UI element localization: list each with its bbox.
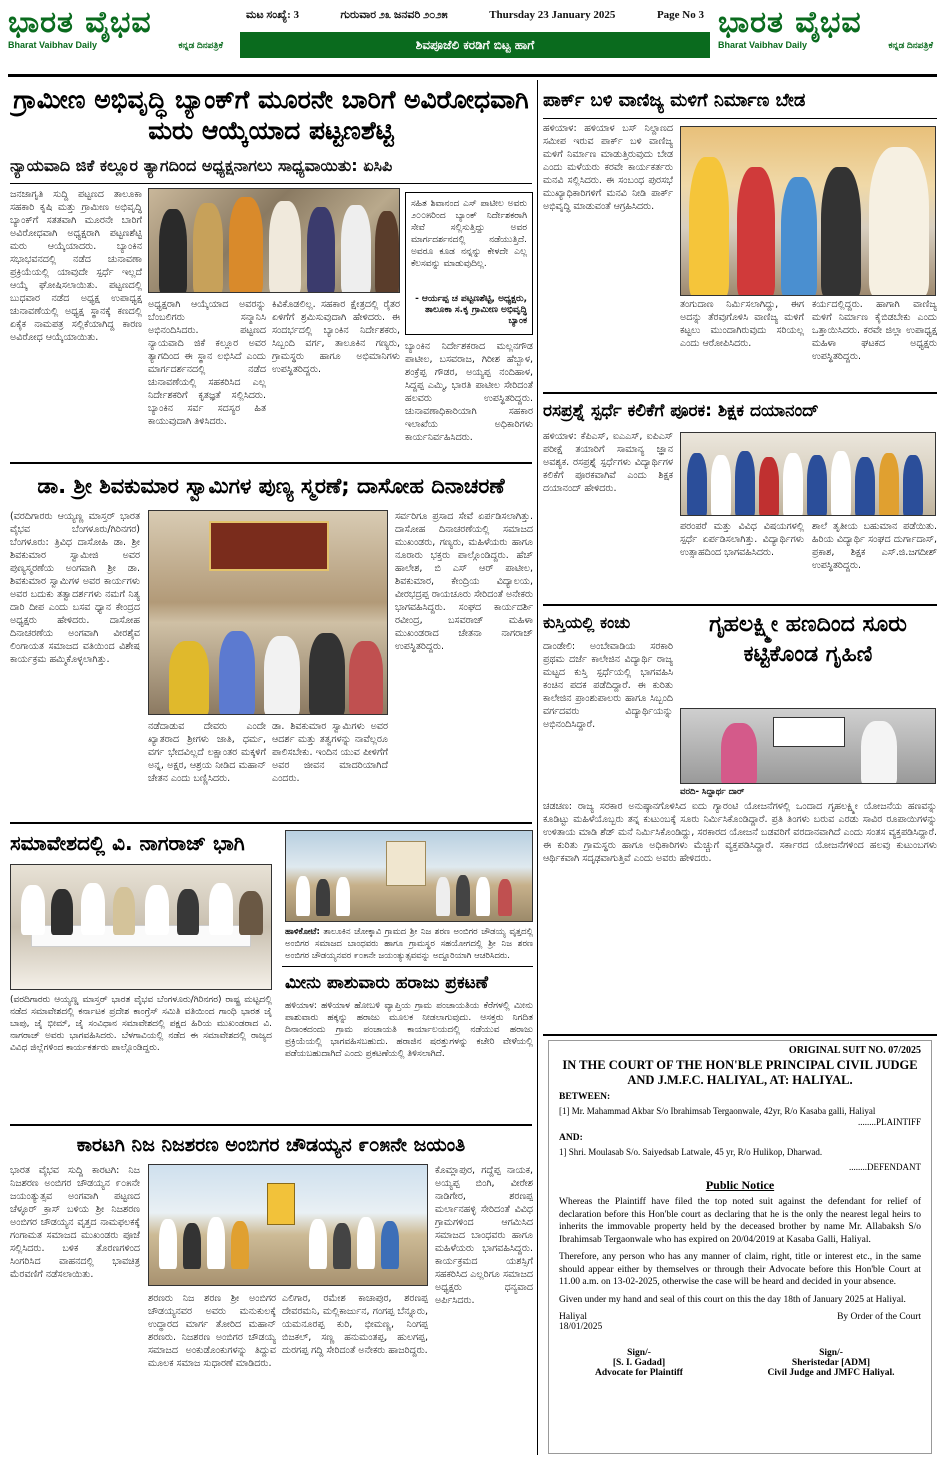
rasaprashne-col3: ಶಾಲೆ ತೃತೀಯ ಬಹುಮಾನ ಪಡೆಯಿತು. ಹಿರಿಯ ವಿದ್ಯಾರ್ಥಿ ಸಂಘದ ದುರ್ಗಾದಾಸ್, ಪ್ರಕಾಶ, ಶಿಕ್ಷಕ ಎಸ್.ಜಿ.ಜಗದೀಶ್ ಉಪಸ್ಥಿತರಿದ್ದರು. [812, 521, 937, 571]
masthead-logo-left [8, 6, 230, 68]
court-order: By Order of the Court [837, 1312, 921, 1322]
park-col1: ಹಳಿಯಾಳ: ಹಳಿಯಾಳ ಬಸ್ ನಿಲ್ದಾಣದ ಸಮೀಪ ಇರುವ ಪಾರ್ಕ್ ಬಳಿ ವಾಣಿಜ್ಯ ಮಳಿಗೆ ನಿರ್ಮಾಣ ಮಾಡುತ್ತಿರುವುದು ಬೇಡ ಎಂದು ಮಳೆಯರು ಕರವೇ ಕಾರ್ಯಕರ್ತರು ಮನವಿ ಸಲ್ಲಿಸಿದರು. ಈ ಸಂಬಂಧ ಪುರಸಭೆ ಮುಖ್ಯಾಧಿಕಾರಿಗಳಿಗೆ ಮನವಿ ನೀಡಿ ಪಾರ್ಕ್ ಅಭಿವೃದ್ಧಿ ಮಾಡುವಂತೆ ಆಗ್ರಹಿಸಿದರು. [543, 123, 673, 212]
court-sign1-name: [S. I. Gadad] [612, 1358, 666, 1368]
lead-quote-by: - ಆರ್ಯಪ್ಪ ಚ ಪಟ್ಟಣಶೆಟ್ಟಿ, ಅಧ್ಯಕ್ಷರು, ತಾಲೂಕಾ ಸ.ಕೃ ಗ್ರಾಮೀಣ ಅಭಿವೃದ್ಧಿ ಬ್ಯಾಂಕ [415, 294, 527, 326]
gruhalakshmi-headline: ಗೃಹಲಕ್ಷ್ಮೀ ಹಣದಿಂದ ಸೂರು ಕಟ್ಟಿಕೊಂಡ ಗೃಹಿಣಿ [709, 612, 907, 667]
masthead-subtitle-en-right: Bharat Vaibhav Daily [718, 40, 808, 50]
lead-headline: ಗ್ರಾಮೀಣ ಅಭಿವೃದ್ಧಿ ಬ್ಯಾಂಕ್‌ಗೆ ಮೂರನೇ ಬಾರಿಗೆ ಅವಿರೋಧವಾಗಿ ಮರು ಆಯ್ಕೆಯಾದ ಪಟ್ಟಣಶೆಟ್ಟಿ [13, 85, 529, 145]
rasaprashne-col1: ಹಳಿಯಾಳ: ಕೆಪಿಎಸ್, ಐಎಎಸ್, ಐಪಿಎಸ್ ಪರೀಕ್ಷೆ ತಯಾರಿಗೆ ಸಾಮಾನ್ಯ ಜ್ಞಾನ ಅವಶ್ಯಕ. ರಸಪ್ರಶ್ನೆ ಸ್ಪರ್ಧೆಗಳು ವಿದ್ಯಾರ್ಥಿಗಳ ಕಲಿಕೆಗೆ ಪೂರಕವಾಗಿವೆ ಎಂದು ಶಿಕ್ಷಕ ದಯಾನಂದ್ ಹೇಳಿದರು. [543, 431, 673, 494]
divider [10, 183, 532, 184]
village-caption [285, 926, 533, 964]
column-divider [537, 80, 538, 1455]
court-place: Haliyal [559, 1312, 587, 1322]
lead-col2: ಅಧ್ಯಕ್ಷರಾಗಿ ಆಯ್ಕೆಯಾದ ಅವರನ್ನು ಬೆಂಬಲಿಗರು ಸನ್ಮಾನಿಸಿ ಅಭಿನಂದಿಸಿದರು. ಪಟ್ಟಣದ ನ್ಯಾಯವಾದಿ ಜಿಕೆ ಕಲ್ಲೂರ ಅವರ ತ್ಯಾಗದಿಂದ ಈ ಸ್ಥಾನ ಲಭಿಸಿದೆ ಎಂದು ಮಾರ್ಗದರ್ಶನದಲ್ಲಿ ನಡೆದ ಚುನಾವಣೆಯಲ್ಲಿ ಸಹಕರಿಸಿದ ಎಲ್ಲ ನಿರ್ದೇಶಕರಿಗೆ ಕೃತಜ್ಞತೆ ಸಲ್ಲಿಸಿದರು. ಬ್ಯಾಂಕಿನ ಸರ್ವ ಸದಸ್ಯರ ಹಿತ ಕಾಯುವುದಾಗಿ ತಿಳಿಸಿದರು. [148, 299, 266, 427]
gruhalakshmi-caption: ವರದಿ- ಸಿದ್ದಾರ್ಥ ದಾರ್ [680, 787, 745, 797]
court-plaintiff: [1] Mr. Mahammad Akbar S/o Ibrahimsab Tergaonwale, 42yr, R/o Kasaba galli, Haliyal [559, 1106, 876, 1116]
lead-quote-box [405, 192, 533, 335]
rasaprashne-col2: ಪರಂಪರೆ ಮತ್ತು ವಿವಿಧ ವಿಷಯಗಳಲ್ಲಿ ಸ್ಪರ್ಧೆ ಏರ್ಪಡಿಸಲಾಗಿತ್ತು. ವಿದ್ಯಾರ್ಥಿಗಳು ಉತ್ಸಾಹದಿಂದ ಭಾಗವಹಿಸಿದರು. [680, 521, 804, 558]
court-para1: Whereas the Plaintiff have filed the top noted suit against the defendant for relief of declaration before this Hon'ble court as declaring that he is the only the nearest legal heirs to inherits the immovable property held by the deceased brother by name Mr. Allabaksh S/o Ibrahimsab Tergaonwale who has expired on 20/04/2019 at Kasaba Galli, Haliyal. [559, 1197, 921, 1245]
rasaprashne-photo [680, 432, 936, 516]
swamiji-col1: (ವರದಿಗಾರರು ಆಯ್ಯಣ್ಣ ಮಾಸ್ತರ್ ಭಾರತ ವೈಭವ ಬೆಂಗಳೂರು/ಗಿರಿನಗರ) ಬೆಂಗಳೂರು: ತ್ರಿವಿಧ ದಾಸೋಹಿ ಡಾ. ಶ್ರೀ ಶಿವಕುಮಾರ ಸ್ವಾಮೀಜಿ ಅವರ ಪುಣ್ಯಸ್ಮರಣೆಯ ಅಂಗವಾಗಿ ಶ್ರೀ ಡಾ. ಶಿವಕುಮಾರ ಸ್ವಾಮಿಗಳ ಅವರ ಕಾರ್ಯಗಳು ಅವರ ಬದುಕು ತತ್ವಾದರ್ಶಗಳು ನಮಗೆ ನಿತ್ಯ ದಾರಿ ದೀಪ ಎಂದು ಬಸವ ಧ್ಯಾನ ಕೇಂದ್ರದ ಅಧ್ಯಕ್ಷರು ಹೇಳಿದರು. ದಾಸೋಹ ದಿನಾಚರಣೆಯ ಅಂಗವಾಗಿ ವೀರಶೈವ ಲಿಂಗಾಯತ ಸಮಾಜದ ವತಿಯಿಂದ ವಿಶೇಷ ಕಾರ್ಯಕ್ರಮ ಹಮ್ಮಿಕೊಳ್ಳಲಾಗಿತ್ತು. [10, 511, 140, 665]
divider [10, 822, 532, 824]
divider [543, 1034, 937, 1036]
page-number: Page No 3 [656, 9, 704, 21]
park-col3: ಕರ್ಯದಲ್ಲಿದ್ದರು. ಹಾಗಾಗಿ ವಾಣಿಜ್ಯ ಮಳಿಗೆ ನಿರ್ಮಾಣ ಕೈಬಿಡಬೇಕು ಎಂದು ಒತ್ತಾಯಿಸಿದರು. ಕರವೇ ಜಿಲ್ಲಾ ಉಪಾಧ್ಯಕ್ಷ ಮಹಿಳಾ ಘಟಕದ ಅಧ್ಯಕ್ಷರು ಉಪಸ್ಥಿತರಿದ್ದರು. [812, 299, 937, 362]
kanchu-body: ದಾಂಡೇಲಿ: ಅಂಬೇವಾಡಿಯ ಸರಕಾರಿ ಪ್ರಥಮ ದರ್ಜೆ ಕಾಲೇಜಿನ ವಿದ್ಯಾರ್ಥಿ ರಾಜ್ಯ ಮಟ್ಟದ ಕುಸ್ತಿ ಸ್ಪರ್ಧೆಯಲ್ಲಿ ಭಾಗವಹಿಸಿ ಕಂಚಿನ ಪದಕ ಪಡೆದಿದ್ದಾರೆ. ಈ ಕುರಿತು ಕಾಲೇಜಿನ ಪ್ರಾಂಶುಪಾಲರು ಹಾಗೂ ಸಿಬ್ಬಂದಿ ವರ್ಗದವರು ವಿದ್ಯಾರ್ಥಿಯನ್ನು ಅಭಿನಂದಿಸಿದ್ದಾರೆ. [543, 641, 673, 730]
ambigar-photo [148, 1164, 428, 1286]
lead-col4: ಬ್ಯಾಂಕಿನ ನಿರ್ದೇಶಕರಾದ ಮಲ್ಲನಗೌಡ ಪಾಟೀಲ, ಬಸವರಾಜ, ಗಿರೀಶ ಹೆಬ್ಬಾಳ, ಶಂಕ್ರೆಪ್ಪ ಗೌಡರ, ಅಯ್ಯಪ್ಪ ನಂದಿಹಾಳ, ಸಿದ್ದಪ್ಪ ಎಮ್ಮಿ, ಭಾರತಿ ಪಾಟೀಲ ಸೇರಿದಂತೆ ಹಲವರು ಉಪಸ್ಥಿತರಿದ್ದರು. ಚುನಾವಣಾಧಿಕಾರಿಯಾಗಿ ಸಹಕಾರ ಇಲಾಖೆಯ ಅಧಿಕಾರಿಗಳು ಕಾರ್ಯನಿರ್ವಹಿಸಿದರು. [405, 341, 533, 443]
village-photo [285, 830, 533, 922]
court-title: IN THE COURT OF THE HON'BLE PRINCIPAL CIVIL JUDGE AND J.M.F.C. HALIYAL, AT: HALIYAL. [562, 1058, 918, 1087]
masthead-subtitle-kn-left: ಕನ್ನಡ ದಿನಪತ್ರಿಕೆ [178, 40, 223, 50]
masthead [8, 6, 937, 70]
ambigar-col3: ಎಲಿಗಾರ, ರಮೇಶ ಕಾಚಾಪುರ, ಶರಣಪ್ಪ ದೇವರಮನಿ, ಮಲ್ಲಿಕಾರ್ಜುನ, ಗಂಗಪ್ಪ ಬೆನ್ನೂರು, ಯಮನೂರಪ್ಪ ಕುರಿ, ಭೀಮಣ್ಣ, ನಿಂಗಪ್ಪ ಬಿಜಕಲ್, ಸಣ್ಣ ಹನುಮಂತಪ್ಪ, ಹುಲಗಪ್ಪ, ದುರಗಪ್ಪ ಗದ್ದಿ ಸೇರಿದಂತೆ ಅನೇಕರು ಹಾಜರಿದ್ದರು. [282, 1293, 428, 1356]
ambigar-col4: ಕೊಮ್ಲಾಪುರ, ಗದ್ದೆಪ್ಪ ನಾಯಕ, ಅಯ್ಯಪ್ಪ ಬಿಂಗಿ, ವೀರೇಶ ನಾಡಿಗೇರ, ಶರಣಪ್ಪ ಮರ್ಲಾನಹಳ್ಳಿ ಸೇರಿದಂತೆ ವಿವಿಧ ಗ್ರಾಮಗಳಿಂದ ಆಗಮಿಸಿದ ಸಮಾಜದ ಬಾಂಧವರು ಹಾಗೂ ಮಹಿಳೆಯರು ಭಾಗವಹಿಸಿದ್ದರು. ಕಾರ್ಯಕ್ರಮದ ಯಶಸ್ಸಿಗೆ ಸಹಕರಿಸಿದ ಎಲ್ಲರಿಗೂ ಸಮಾಜದ ಅಧ್ಯಕ್ಷರು ಧನ್ಯವಾದ ಅರ್ಪಿಸಿದರು. [435, 1165, 533, 1306]
lead-col3: ಕಿವಿಕೊಡಲಿಲ್ಲ. ಸಹಕಾರ ಕ್ಷೇತ್ರದಲ್ಲಿ ರೈತರ ಏಳಿಗೆಗೆ ಶ್ರಮಿಸುವುದಾಗಿ ಹೇಳಿದರು. ಈ ಸಂದರ್ಭದಲ್ಲಿ ಬ್ಯಾಂಕಿನ ನಿರ್ದೇಶಕರು, ಸಿಬ್ಬಂದಿ ವರ್ಗ, ತಾಲೂಕಿನ ಗಣ್ಯರು, ಗ್ರಾಮಸ್ಥರು ಹಾಗೂ ಅಭಿಮಾನಿಗಳು ಉಪಸ್ಥಿತರಿದ್ದರು. [272, 299, 400, 375]
gruhalakshmi-body: ಚಡಚಣ: ರಾಜ್ಯ ಸರಕಾರ ಅನುಷ್ಠಾನಗೊಳಿಸಿದ ಐದು ಗ್ಯಾರಂಟಿ ಯೋಜನೆಗಳಲ್ಲಿ ಒಂದಾದ ಗೃಹಲಕ್ಷ್ಮೀ ಯೋಜನೆಯ ಹಣವನ್ನು ಕೂಡಿಟ್ಟು ಮಹಿಳೆಯೊಬ್ಬರು ತನ್ನ ಕುಟುಂಬಕ್ಕೆ ಸೂರು ನಿರ್ಮಿಸಿಕೊಂಡಿದ್ದಾರೆ. ಪ್ರತಿ ತಿಂಗಳು ಬರುವ ಎರಡು ಸಾವಿರ ರೂಪಾಯಿಗಳನ್ನು ಉಳಿತಾಯ ಮಾಡಿ ಶೆಡ್ ಮನೆ ನಿರ್ಮಿಸಿಕೊಂಡಿದ್ದು, ಸರಕಾರದ ಯೋಜನೆ ಬಡವರಿಗೆ ವರದಾನವಾಗಿದೆ ಎಂದು ಸಂತಸ ವ್ಯಕ್ತಪಡಿಸಿದ್ದಾರೆ. ಈ ಕುರಿತು ಗ್ರಾಮಸ್ಥರು ಹಾಗೂ ಅಧಿಕಾರಿಗಳು ಮೆಚ್ಚುಗೆ ವ್ಯಕ್ತಪಡಿಸಿದ್ದಾರೆ. ಸರ್ಕಾರದ ಯೋಜನೆಗಳಿಂದ ಹಲವು ಕುಟುಂಬಗಳು ಆರ್ಥಿಕವಾಗಿ ಸದೃಢವಾಗುತ್ತಿವೆ ಎಂದು ಅವರು ಹೇಳಿದರು. [543, 801, 937, 864]
ambigar-headline: ಕಾರಟಗಿ ನಿಜ ನಿಜಶರಣ ಅಂಬಿಗರ ಚೌಡಯ್ಯನ ೯೦೫ನೇ ಜಯಂತಿ [76, 1134, 466, 1156]
court-defendant: 1] Shri. Moulasab S/o. Saiyedsab Latwale, 45 yr, R/o Hulikop, Dharwad. [559, 1147, 823, 1157]
ambigar-col2: ಶರಣರು ನಿಜ ಶರಣ ಶ್ರೀ ಅಂಬಿಗರ ಚೌಡಯ್ಯನವರ ಅವರು ಮನುಕುಲಕ್ಕೆ ಉದ್ಧಾರದ ಮಾರ್ಗ ತೋರಿದ ಮಹಾನ್ ಶರಣರು. ನಿಜಶರಣ ಅಂಬಿಗರ ಚೌಡಯ್ಯ ಸಮಾಜದ ಅಂಕುಡೊಂಕುಗಳನ್ನು ತಿದ್ದುವ ಮೂಲಕ ಸಮಾಜ ಸುಧಾರಣೆ ಮಾಡಿದರು. [148, 1293, 276, 1369]
court-sign2-name: Sheristedar [ADM] [791, 1358, 871, 1368]
swamiji-col2: ನಡೆದಾಡುವ ದೇವರು ಎಂದೇ ಖ್ಯಾತರಾದ ಶ್ರೀಗಳು ಜಾತಿ, ಧರ್ಮ, ವರ್ಗ ಭೇದವಿಲ್ಲದೆ ಲಕ್ಷಾಂತರ ಮಕ್ಕಳಿಗೆ ಅನ್ನ, ಅಕ್ಷರ, ಆಶ್ರಯ ನೀಡಿದ ಮಹಾನ್ ಚೇತನ ಎಂದು ಬಣ್ಣಿಸಿದರು. [148, 721, 266, 784]
court-plaintiff-label: ........PLAINTIFF [857, 1117, 921, 1127]
court-suit-no: ORIGINAL SUIT NO. 07/2025 [788, 1045, 921, 1056]
court-date: 18/01/2025 [559, 1322, 603, 1332]
court-sign1: Sign/- [627, 1348, 651, 1358]
village-caption-label: ಹಾಳಿಕೋಟೆ: [285, 927, 320, 937]
swamiji-photo [148, 510, 388, 715]
divider [10, 1124, 532, 1126]
divider [543, 392, 937, 394]
date-english: Thursday 23 January 2025 [489, 9, 616, 21]
fishing-headline: ಮೀನು ಪಾಶುವಾರು ಹರಾಜು ಪ್ರಕಟಣೆ [285, 973, 489, 993]
court-para2: Therefore, any person who has any manner of claim, right, title or interest etc., in the same should appear either by themselves or through their Advocate before this Hon'ble Court at 11.00 a.m. on 13-02-2025, otherwise the case will be heard and decided in your absence. [559, 1252, 921, 1287]
lead-photo [148, 188, 400, 293]
tagline: ಶಿವಪೂಜೆಲಿ ಕರಡಿಗೆ ಬಿಟ್ಟ ಹಾಗೆ [415, 38, 535, 52]
masthead-center [240, 6, 710, 68]
swamiji-col4: ಸರ್ವರಿಗೂ ಪ್ರಸಾದ ಸೇವೆ ಏರ್ಪಡಿಸಲಾಗಿತ್ತು. ದಾಸೋಹ ದಿನಾಚರಣೆಯಲ್ಲಿ ಸಮಾಜದ ಮುಖಂಡರು, ಗಣ್ಯರು, ಮಹಿಳೆಯರು ಹಾಗೂ ನೂರಾರು ಭಕ್ತರು ಪಾಲ್ಗೊಂಡಿದ್ದರು. ಹೆಚ್ ಹಾಲೇಶ, ಬಿ ಎಸ್ ಆರ್ ಪಾಟೀಲ, ಶಿವಕುಮಾರ, ಕೇಂದ್ರಿಯ ವಿದ್ಯಾಲಯ, ವೀರಭದ್ರಪ್ಪ ರಾಯಚೂರು ಸೇರಿದಂತೆ ಅನೇಕರು ಭಾಗವಹಿಸಿದ್ದರು. ಸಂಘದ ಕಾರ್ಯದರ್ಶಿ ರವೀಂದ್ರ, ಬಸವರಾಜ್ ಮಹಿಳಾ ಮುಖಂಡರಾದ ಚೇತನಾ ನಾಗರಾಜ್ ಉಪಸ್ಥಿತರಿದ್ದರು. [395, 511, 533, 652]
masthead-subtitle-kn-right: ಕನ್ನಡ ದಿನಪತ್ರಿಕೆ [888, 40, 933, 50]
court-notice-title: Public Notice [705, 1178, 775, 1192]
masthead-logo-right [718, 6, 937, 68]
nagaraj-photo [10, 864, 272, 990]
lead-quote: ಸಹಿತ ಶಿವಾನಂದ ಎಸ್ ಪಾಟೀಲ ಅವರು ೨೦೦೫ರಿಂದ ಬ್ಯಾಂಕ್ ನಿರ್ದೇಶಕರಾಗಿ ಸೇವೆ ಸಲ್ಲಿಸುತ್ತಿದ್ದು ಅವರ ಮಾರ್ಗದರ್ಶನದಲ್ಲಿ ನಡೆಯುತ್ತಿದೆ. ಅವರೂ ಕೂಡ ನನ್ನನ್ನು ಕೇಳದೇ ಎಲ್ಲ ಕೆಲಸವನ್ನು ಮಾಡುವುದಿಲ್ಲ. [411, 199, 527, 269]
divider [282, 966, 533, 967]
court-between: BETWEEN: [559, 1092, 611, 1102]
court-sign2: Sign/- [819, 1348, 843, 1358]
fishing-body: ಹಳಿಯಾಳ: ಹಳಿಯಾಳ ಹೋಬಳಿ ವ್ಯಾಪ್ತಿಯ ಗ್ರಾಮ ಪಂಚಾಯತಿಯ ಕೆರೆಗಳಲ್ಲಿ ಮೀನು ಪಾಶುವಾರು ಹಕ್ಕನ್ನು ಹರಾಜು ಮೂಲಕ ನೀಡಲಾಗುವುದು. ಆಸಕ್ತರು ನಿಗದಿತ ದಿನಾಂಕದಂದು ಗ್ರಾಮ ಪಂಚಾಯತಿ ಕಾರ್ಯಾಲಯದಲ್ಲಿ ನಡೆಯುವ ಹರಾಜು ಪ್ರಕ್ರಿಯೆಯಲ್ಲಿ ಭಾಗವಹಿಸಬಹುದು. ಹರಾಜಿನ ಷರತ್ತುಗಳನ್ನು ಕಚೇರಿ ವೇಳೆಯಲ್ಲಿ ಪಡೆಯಬಹುದಾಗಿದೆ ಎಂದು ಪ್ರಕಟಣೆಯಲ್ಲಿ ತಿಳಿಸಲಾಗಿದೆ. [285, 1001, 533, 1059]
nagaraj-body: (ವರದಿಗಾರರು ಆಯ್ಯಣ್ಣ ಮಾಸ್ತರ್ ಭಾರತ ವೈಭವ ಬೆಂಗಳೂರು/ಗಿರಿನಗರ) ರಾಷ್ಟ್ರ ಮಟ್ಟದಲ್ಲಿ ನಡೆದ ಸಮಾವೇಶದಲ್ಲಿ ಕರ್ನಾಟಕ ಪ್ರದೇಶ ಕಾಂಗ್ರೆಸ್ ಸಮಿತಿ ವತಿಯಿಂದ ಗಾಂಧಿ ಭಾರತ ಜೈ ಬಾಪು, ಜೈ ಭೀಮ್, ಜೈ ಸಂವಿಧಾನ ಸಮಾವೇಶದಲ್ಲಿ ಪಕ್ಷದ ಹಿರಿಯ ಮುಖಂಡರಾದ ವಿ. ನಾಗರಾಜ್ ಅವರು ಭಾಗವಹಿಸಿದರು. ಬೆಳಗಾವಿಯಲ್ಲಿ ನಡೆದ ಈ ಸಮಾವೇಶದಲ್ಲಿ ರಾಜ್ಯದ ವಿವಿಧ ಜಿಲ್ಲೆಗಳಿಂದ ಕಾರ್ಯಕರ್ತರು ಪಾಲ್ಗೊಂಡಿದ್ದರು. [10, 995, 272, 1053]
court-para3: Given under my hand and seal of this court on this the day 18th of January 2025 at Haliyal. [559, 1294, 906, 1305]
masthead-title-right: ಭಾರತ ವೈಭವ [718, 5, 862, 40]
masthead-subtitle-en-left: Bharat Vaibhav Daily [8, 40, 98, 50]
court-sign1-role: Advocate for Plaintiff [595, 1368, 683, 1378]
court-defendant-label: ........DEFENDANT [849, 1162, 921, 1172]
lead-subhead: ನ್ಯಾಯವಾದಿ ಜಿಕೆ ಕಲ್ಲೂರ ತ್ಯಾಗದಿಂದ ಅಧ್ಯಕ್ಷನಾಗಲು ಸಾಧ್ಯವಾಯಿತು: ಏಸಿಪಿ [10, 158, 393, 175]
gruhalakshmi-photo [680, 708, 936, 784]
court-and: AND: [559, 1133, 583, 1143]
date-kannada: ಗುರುವಾರ ೨೩ ಜನವರಿ ೨೦೨೫ [340, 9, 448, 21]
swamiji-col3: ಡಾ. ಶಿವಕುಮಾರ ಸ್ವಾಮಿಗಳು ಅವರ ಆದರ್ಶ ಮತ್ತು ತತ್ವಗಳನ್ನು ನಾವೆಲ್ಲರೂ ಪಾಲಿಸಬೇಕು. ಇಂದಿನ ಯುವ ಪೀಳಿಗೆಗೆ ಅವರ ಜೀವನ ಮಾದರಿಯಾಗಿದೆ ಎಂದರು. [272, 721, 388, 784]
park-photo [680, 126, 936, 296]
rasaprashne-headline: ರಸಪ್ರಶ್ನೆ ಸ್ಪರ್ಧೆ ಕಲಿಕೆಗೆ ಪೂರಕ: ಶಿಕ್ಷಕ ದಯಾನಂದ್ [543, 401, 819, 421]
nagaraj-headline: ಸಮಾವೇಶದಲ್ಲಿ ವಿ. ನಾಗರಾಜ್ ಭಾಗಿ [10, 831, 245, 855]
masthead-title-left: ಭಾರತ ವೈಭವ [8, 5, 152, 40]
court-notice [548, 1040, 932, 1454]
court-sign2-role: Civil Judge and JMFC Haliyal. [767, 1368, 895, 1378]
divider [10, 462, 532, 464]
divider [543, 118, 937, 119]
lead-col1: ಜನಜಾಗೃತಿ ಸುದ್ದಿ ಪಟ್ಟಣದ ತಾಲೂಕಾ ಸಹಕಾರಿ ಕೃಷಿ ಮತ್ತು ಗ್ರಾಮೀಣ ಅಭಿವೃದ್ಧಿ ಬ್ಯಾಂಕ್‌ಗೆ ಸತತವಾಗಿ ಮೂರನೇ ಬಾರಿಗೆ ಅವಿರೋಧವಾಗಿ ಅಧ್ಯಕ್ಷರಾಗಿ ಪಟ್ಟಣಶೆಟ್ಟಿ ಮರು ಆಯ್ಕೆಯಾದರು. ಬ್ಯಾಂಕಿನ ಸಭಾಭವನದಲ್ಲಿ ನಡೆದ ಚುನಾವಣಾ ಪ್ರಕ್ರಿಯೆಯಲ್ಲಿ ಯಾವುದೇ ಸ್ಪರ್ಧೆ ಇಲ್ಲದೆ ಆಯ್ಕೆ ಘೋಷಿಸಲಾಯಿತು. ಪಟ್ಟಣದಲ್ಲಿ ಬುಧವಾರ ನಡೆದ ಅಧ್ಯಕ್ಷ ಉಪಾಧ್ಯಕ್ಷ ಚುನಾವಣೆಯಲ್ಲಿ ಅಧ್ಯಕ್ಷ ಸ್ಥಾನಕ್ಕೆ ಕಣದಲ್ಲಿ ಏಕೈಕ ನಾಮಪತ್ರ ಸಲ್ಲಿಕೆಯಾಗಿದ್ದ ಕಾರಣ ಅವಿರೋಧ ಆಯ್ಕೆಯಾಯಿತು. [10, 189, 142, 343]
issue-number: ಮಟ ಸಂಖ್ಯೆ: 3 [246, 9, 299, 21]
tagline-bar [240, 32, 710, 58]
ambigar-col1: ಭಾರತ ವೈಭವ ಸುದ್ದಿ ಕಾರಟಗಿ: ನಿಜ ನಿಜಶರಣ ಅಂಬಿಗರ ಚೌಡಯ್ಯನ ೯೦೫ನೇ ಜಯಂತ್ಯುತ್ಸವ ಅಂಗವಾಗಿ ಪಟ್ಟಣದ ಚೆಳ್ಳೂರ್ ಕ್ರಾಸ್ ಬಳಿಯ ಶ್ರೀ ನಿಜಶರಣ ಅಂಬಿಗರ ಚೌಡಯ್ಯನ ವೃತ್ತದ ನಾಮಫಲಕಕ್ಕೆ ಗಂಗಾಮತ ಸಮಾಜದ ಮುಖಂಡರು ಪೂಜೆ ಸಲ್ಲಿಸಿದರು. ಬಳಿಕ ತೊರಣಗಳಿಂದ ಸಿಂಗರಿಸಿದ ವಾಹನದಲ್ಲಿ ಭಾವಚಿತ್ರ ಮೆರವಣಿಗೆ ನಡೆಸಲಾಯಿತು. [10, 1165, 140, 1280]
kanchu-headline: ಕುಸ್ತಿಯಲ್ಲಿ ಕಂಚು [543, 613, 631, 632]
masthead-divider [8, 74, 937, 77]
swamiji-headline: ಡಾ. ಶ್ರೀ ಶಿವಕುಮಾರ ಸ್ವಾಮಿಗಳ ಪುಣ್ಯ ಸ್ಮರಣೆ; ದಾಸೋಹ ದಿನಾಚರಣೆ [37, 474, 505, 498]
park-headline: ಪಾರ್ಕ್ ಬಳಿ ವಾಣಿಜ್ಯ ಮಳಿಗೆ ನಿರ್ಮಾಣ ಬೇಡ [543, 90, 806, 111]
park-col2: ತಂಗುದಾಣ ನಿರ್ಮಿಸಲಾಗಿದ್ದು, ಈಗ ಅದನ್ನು ತೆರವುಗೊಳಿಸಿ ವಾಣಿಜ್ಯ ಮಳಿಗೆ ಕಟ್ಟಲು ಮುಂದಾಗಿರುವುದು ಸರಿಯಲ್ಲ ಎಂದು ಆರೋಪಿಸಿದರು. [680, 299, 804, 349]
divider [543, 604, 937, 606]
village-caption-text: ತಾಲೂಕಿನ ಚೋಕ್ಕಾವಿ ಗ್ರಾಮದ ಶ್ರೀ ನಿಜ ಶರಣ ಅಂಬಿಗರ ಚೌಡಯ್ಯ ವೃತ್ತದಲ್ಲಿ ಅಂಬಿಗರ ಸಮಾಜದ ಬಾಂಧವರು ಹಾಗೂ ಗ್ರಾಮಸ್ಥರ ಸಹಯೋಗದಲ್ಲಿ ಶ್ರೀ ನಿಜ ಶರಣ ಅಂಬಿಗರ ಚೌಡಯ್ಯನವರ ೯೦೫ನೇ ಜಯಂತ್ಯುತ್ಸವವನ್ನು ಅದ್ದೂರಿಯಾಗಿ ಆಚರಿಸಿದರು. [285, 927, 533, 961]
